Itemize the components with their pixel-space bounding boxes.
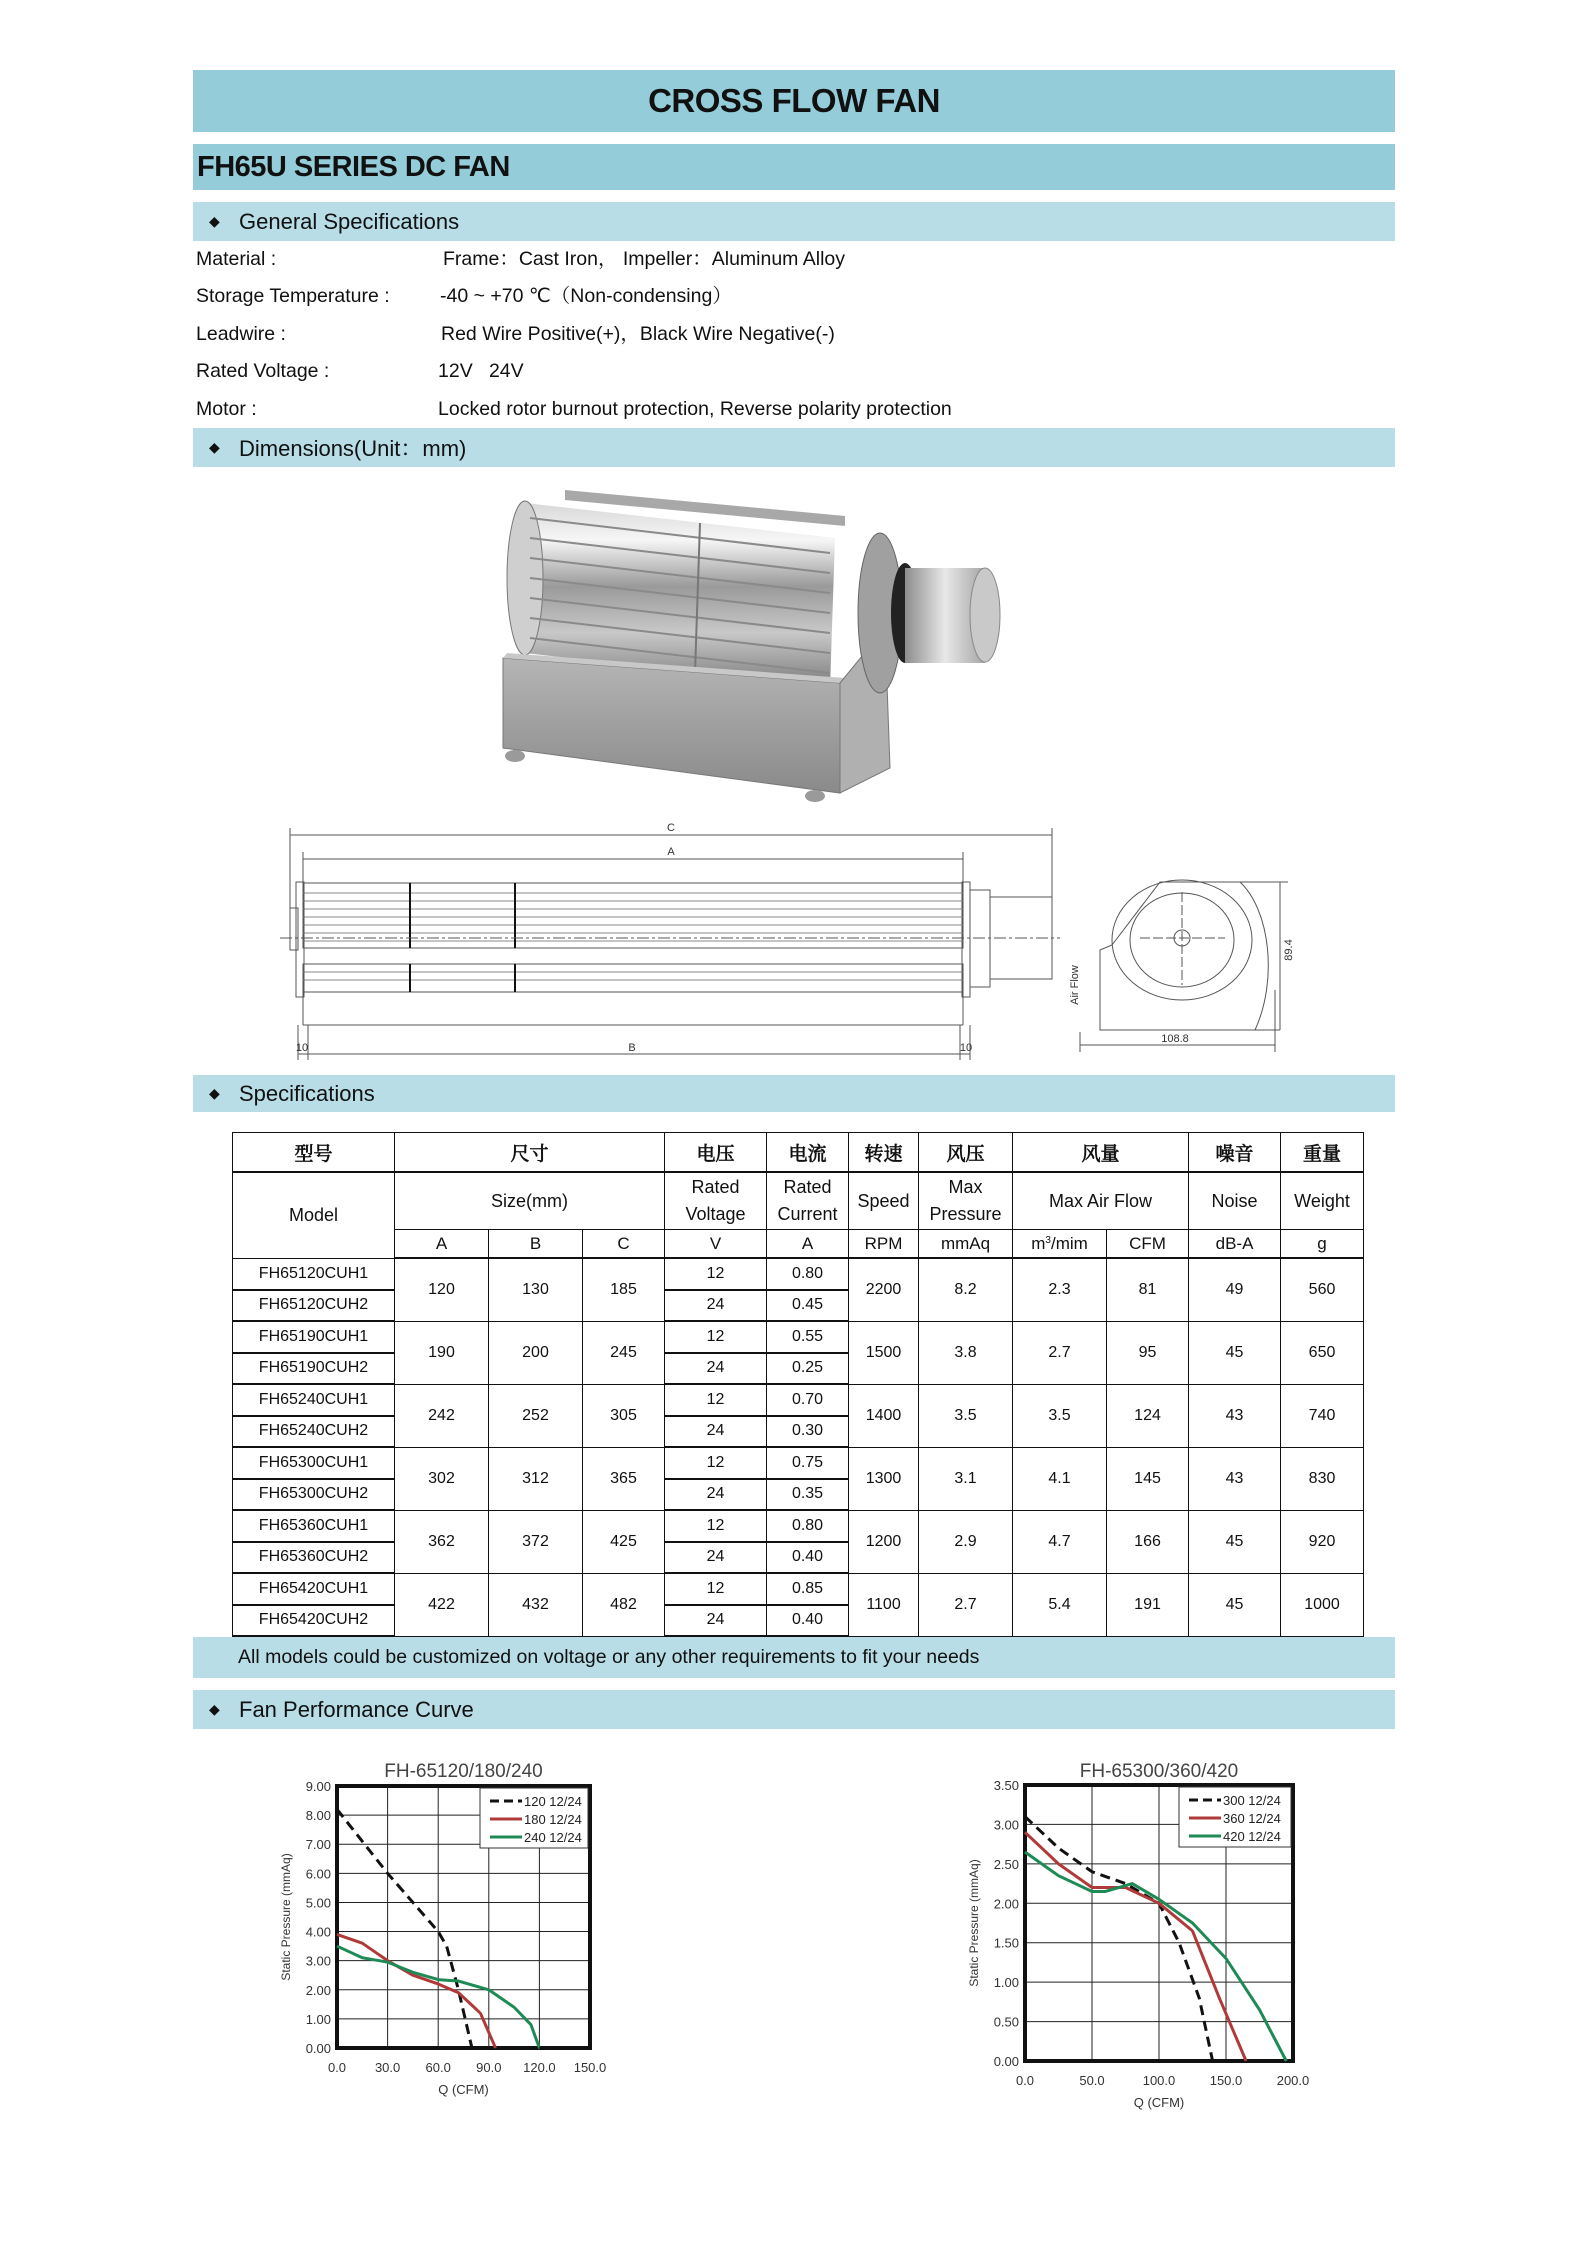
x-axis-label: Q (CFM)	[1133, 2095, 1185, 2110]
table-row	[233, 1258, 1364, 1290]
spec-label: Rated Voltage :	[196, 360, 330, 382]
cell-noise: 45	[1189, 1573, 1281, 1636]
cell-speed: 1500	[849, 1321, 919, 1384]
y-tick-label: 9.00	[305, 1779, 331, 1794]
cell-voltage: 12	[665, 1384, 767, 1416]
y-tick-label: 0.50	[993, 2014, 1019, 2030]
cell-size-c: 185	[583, 1258, 665, 1321]
table-row	[233, 1573, 1364, 1605]
th-speed-zh: 转速	[849, 1133, 919, 1173]
y-tick-label: 0.00	[993, 2054, 1019, 2069]
spec-value: Frame：Cast Iron， Impeller：Aluminum Alloy	[443, 248, 846, 270]
y-tick-label: 5.00	[305, 1895, 331, 1911]
cell-airflow-m3: 4.7	[1013, 1510, 1107, 1573]
cell-voltage: 12	[665, 1321, 767, 1353]
y-axis-label: Static Pressure (mmAq)	[967, 1859, 981, 1987]
cell-weight: 650	[1281, 1321, 1364, 1384]
section-label: Dimensions(Unit：mm)	[239, 436, 467, 461]
th-weight: Weight	[1281, 1172, 1364, 1230]
th-current-zh: 电流	[767, 1133, 849, 1173]
cell-size-b: 252	[489, 1384, 583, 1447]
cell-size-c: 365	[583, 1447, 665, 1510]
y-tick-label: 8.00	[305, 1808, 331, 1824]
cell-current: 0.80	[767, 1258, 849, 1290]
cell-voltage: 24	[665, 1416, 767, 1448]
y-tick-label: 2.00	[305, 1982, 331, 1998]
cell-airflow-m3: 2.7	[1013, 1321, 1107, 1384]
bullet-diamond-icon: ◆	[209, 213, 220, 229]
y-tick-label: 3.00	[993, 1817, 1019, 1833]
legend-entry: 120 12/24	[524, 1794, 582, 1809]
cell-airflow-m3: 2.3	[1013, 1258, 1107, 1321]
cell-pressure: 3.8	[919, 1321, 1013, 1384]
th-pressure-line1: Max	[948, 1177, 983, 1197]
dim-label-side-height: 89.4	[1283, 939, 1295, 961]
x-tick-label: 150.0	[573, 2060, 607, 2075]
cell-pressure: 3.1	[919, 1447, 1013, 1510]
cell-speed: 1300	[849, 1447, 919, 1510]
th-voltage-line1: Rated	[691, 1177, 740, 1197]
y-tick-label: 2.00	[993, 1896, 1019, 1912]
y-tick-label: 3.50	[993, 1778, 1019, 1793]
section-performance-curve	[193, 1690, 1395, 1729]
table-header-english	[233, 1172, 1364, 1230]
cell-current: 0.85	[767, 1573, 849, 1605]
dim-label-margin-right: 10	[959, 1042, 973, 1054]
x-axis-label: Q (CFM)	[438, 2082, 489, 2097]
cell-model: FH65190CUH2	[233, 1353, 395, 1385]
th-pressure	[919, 1172, 1013, 1230]
cell-size-c: 425	[583, 1510, 665, 1573]
th-voltage	[665, 1172, 767, 1230]
x-tick-label: 50.0	[1079, 2073, 1105, 2088]
customization-note: All models could be customized on voltage or any other requirements to fit your needs	[193, 1637, 1395, 1678]
section-label: General Specifications	[239, 208, 460, 234]
cell-airflow-cfm: 124	[1107, 1384, 1189, 1447]
spec-label: Storage Temperature :	[196, 285, 390, 307]
dim-label-c: C	[667, 822, 675, 834]
section-label: Fan Performance Curve	[239, 1696, 474, 1722]
table-row	[233, 1321, 1364, 1353]
cell-size-b: 130	[489, 1258, 583, 1321]
th-voltage-zh: 电压	[665, 1133, 767, 1173]
th-pressure-zh: 风压	[919, 1133, 1013, 1173]
unit-dba: dB-A	[1189, 1230, 1281, 1259]
spec-value: -40 ~ +70 ℃（Non-condensing）	[440, 285, 732, 307]
y-tick-label: 3.00	[305, 1953, 331, 1969]
section-dimensions	[193, 428, 1395, 467]
cell-voltage: 12	[665, 1258, 767, 1290]
cell-model: FH65120CUH1	[233, 1258, 395, 1290]
spec-label: Material :	[196, 248, 277, 270]
cell-voltage: 24	[665, 1353, 767, 1385]
cell-size-a: 422	[395, 1573, 489, 1636]
unit-m3-sup: 3	[1045, 1234, 1051, 1246]
spec-value: Red Wire Positive(+)，Black Wire Negative(-)	[441, 323, 835, 345]
cell-size-c: 305	[583, 1384, 665, 1447]
th-noise-zh: 噪音	[1189, 1133, 1281, 1173]
unit-a: A	[395, 1230, 489, 1259]
cell-airflow-cfm: 166	[1107, 1510, 1189, 1573]
cell-speed: 1100	[849, 1573, 919, 1636]
cell-voltage: 12	[665, 1573, 767, 1605]
cell-pressure: 2.7	[919, 1573, 1013, 1636]
unit-c: C	[583, 1230, 665, 1259]
page-title: CROSS FLOW FAN	[193, 70, 1395, 132]
th-current-line2: Current	[777, 1204, 838, 1224]
unit-g: g	[1281, 1230, 1364, 1259]
y-tick-label: 6.00	[305, 1866, 331, 1882]
th-airflow-zh: 风量	[1013, 1133, 1189, 1173]
spec-value: Locked rotor burnout protection, Reverse polarity protection	[438, 398, 952, 420]
cell-model: FH65420CUH1	[233, 1573, 395, 1605]
cell-current: 0.75	[767, 1447, 849, 1479]
unit-m3-base: m	[1031, 1233, 1046, 1253]
th-speed: Speed	[849, 1172, 919, 1230]
cell-voltage: 12	[665, 1510, 767, 1542]
cell-voltage: 24	[665, 1479, 767, 1511]
unit-amp: A	[767, 1230, 849, 1259]
dim-label-margin-left: 10	[295, 1042, 309, 1054]
y-tick-label: 1.00	[305, 2011, 331, 2027]
y-axis-label: Static Pressure (mmAq)	[279, 1853, 293, 1981]
y-tick-label: 1.50	[993, 1935, 1019, 1951]
unit-m3-per-min	[1013, 1230, 1107, 1259]
fan-product-photo	[485, 478, 1095, 808]
cell-weight: 830	[1281, 1447, 1364, 1510]
performance-chart-left	[270, 1755, 630, 2125]
cell-airflow-m3: 4.1	[1013, 1447, 1107, 1510]
x-tick-label: 30.0	[374, 2060, 401, 2075]
table-header-chinese	[233, 1133, 1364, 1173]
section-specifications	[193, 1075, 1395, 1112]
th-pressure-line2: Pressure	[929, 1204, 1002, 1224]
cell-voltage: 24	[665, 1542, 767, 1574]
chart-title: FH-65120/180/240	[384, 1761, 543, 1782]
x-tick-label: 0.0	[327, 2060, 347, 2075]
th-airflow: Max Air Flow	[1013, 1172, 1189, 1230]
cell-noise: 43	[1189, 1384, 1281, 1447]
cell-current: 0.30	[767, 1416, 849, 1448]
th-current-line1: Rated	[783, 1177, 832, 1197]
cell-speed: 1200	[849, 1510, 919, 1573]
cell-airflow-m3: 3.5	[1013, 1384, 1107, 1447]
x-tick-label: 60.0	[425, 2060, 451, 2075]
cell-weight: 920	[1281, 1510, 1364, 1573]
cell-size-a: 302	[395, 1447, 489, 1510]
x-tick-label: 90.0	[476, 2060, 502, 2075]
th-size: Size(mm)	[395, 1172, 665, 1230]
cell-size-a: 242	[395, 1384, 489, 1447]
cell-size-c: 482	[583, 1573, 665, 1636]
legend-entry: 180 12/24	[524, 1812, 582, 1827]
cell-current: 0.25	[767, 1353, 849, 1385]
th-current	[767, 1172, 849, 1230]
performance-chart-right	[955, 1755, 1325, 2140]
table-row	[233, 1447, 1364, 1479]
cell-weight: 560	[1281, 1258, 1364, 1321]
cell-speed: 2200	[849, 1258, 919, 1321]
cell-noise: 45	[1189, 1510, 1281, 1573]
th-model: Model	[233, 1172, 395, 1258]
legend-entry: 360 12/24	[1223, 1811, 1281, 1826]
cell-current: 0.40	[767, 1605, 849, 1637]
unit-v: V	[665, 1230, 767, 1259]
bullet-diamond-icon: ◆	[209, 439, 220, 455]
cell-model: FH65300CUH1	[233, 1447, 395, 1479]
unit-cfm: CFM	[1107, 1230, 1189, 1259]
spec-label: Leadwire :	[196, 323, 286, 345]
x-tick-label: 150.0	[1209, 2073, 1243, 2088]
cell-current: 0.35	[767, 1479, 849, 1511]
cell-model: FH65240CUH1	[233, 1384, 395, 1416]
cell-current: 0.40	[767, 1542, 849, 1574]
chart-title: FH-65300/360/420	[1079, 1761, 1239, 1782]
th-weight-zh: 重量	[1281, 1133, 1364, 1173]
y-tick-label: 2.50	[993, 1856, 1019, 1872]
cell-airflow-cfm: 191	[1107, 1573, 1189, 1636]
table-header-units	[233, 1230, 1364, 1259]
th-size-zh: 尺寸	[395, 1133, 665, 1173]
spec-value: 12V 24V	[438, 360, 524, 382]
dim-label-side-width: 108.8	[1161, 1033, 1189, 1045]
cell-voltage: 24	[665, 1605, 767, 1637]
cell-model: FH65240CUH2	[233, 1416, 395, 1448]
cell-weight: 1000	[1281, 1573, 1364, 1636]
x-tick-label: 100.0	[1142, 2073, 1176, 2088]
cell-pressure: 8.2	[919, 1258, 1013, 1321]
chart-legend	[1179, 1787, 1291, 1847]
cell-current: 0.80	[767, 1510, 849, 1542]
legend-entry: 420 12/24	[1223, 1829, 1281, 1844]
cell-voltage: 12	[665, 1447, 767, 1479]
dimension-drawing	[280, 820, 1320, 1070]
cell-current: 0.70	[767, 1384, 849, 1416]
chart-legend	[480, 1788, 588, 1848]
legend-entry: 240 12/24	[524, 1830, 582, 1845]
cell-size-a: 362	[395, 1510, 489, 1573]
section-general-specifications	[193, 202, 1395, 241]
y-tick-label: 0.00	[305, 2041, 331, 2056]
x-tick-label: 120.0	[523, 2060, 556, 2075]
cell-model: FH65360CUH1	[233, 1510, 395, 1542]
y-tick-label: 1.00	[993, 1975, 1019, 1991]
cell-noise: 43	[1189, 1447, 1281, 1510]
series-title: FH65U SERIES DC FAN	[193, 144, 1395, 190]
x-tick-label: 200.0	[1276, 2073, 1310, 2088]
cell-noise: 49	[1189, 1258, 1281, 1321]
specifications-table	[232, 1132, 1364, 1637]
cell-airflow-m3: 5.4	[1013, 1573, 1107, 1636]
dim-label-b: B	[628, 1042, 636, 1054]
table-body	[233, 1258, 1364, 1636]
dim-label-a: A	[667, 846, 675, 858]
table-row	[233, 1384, 1364, 1416]
cell-airflow-cfm: 95	[1107, 1321, 1189, 1384]
y-tick-label: 7.00	[305, 1837, 331, 1853]
bullet-diamond-icon: ◆	[209, 1085, 220, 1101]
y-tick-label: 4.00	[305, 1924, 331, 1940]
cell-current: 0.45	[767, 1290, 849, 1322]
cell-pressure: 3.5	[919, 1384, 1013, 1447]
bullet-diamond-icon: ◆	[209, 1701, 220, 1717]
cell-speed: 1400	[849, 1384, 919, 1447]
cell-model: FH65420CUH2	[233, 1605, 395, 1637]
th-model-zh: 型号	[233, 1133, 395, 1173]
cell-current: 0.55	[767, 1321, 849, 1353]
cell-weight: 740	[1281, 1384, 1364, 1447]
cell-noise: 45	[1189, 1321, 1281, 1384]
th-voltage-line2: Voltage	[685, 1204, 746, 1224]
cell-model: FH65190CUH1	[233, 1321, 395, 1353]
cell-size-b: 432	[489, 1573, 583, 1636]
spec-label: Motor :	[196, 398, 257, 420]
cell-airflow-cfm: 145	[1107, 1447, 1189, 1510]
th-noise: Noise	[1189, 1172, 1281, 1230]
cell-voltage: 24	[665, 1290, 767, 1322]
cell-size-b: 312	[489, 1447, 583, 1510]
cell-size-b: 372	[489, 1510, 583, 1573]
unit-b: B	[489, 1230, 583, 1259]
unit-m3-tail: /mim	[1050, 1233, 1088, 1253]
unit-rpm: RPM	[849, 1230, 919, 1259]
x-tick-label: 0.0	[1015, 2073, 1035, 2088]
legend-entry: 300 12/24	[1223, 1793, 1281, 1808]
cell-size-a: 190	[395, 1321, 489, 1384]
table-row	[233, 1510, 1364, 1542]
cell-model: FH65360CUH2	[233, 1542, 395, 1574]
cell-airflow-cfm: 81	[1107, 1258, 1189, 1321]
cell-pressure: 2.9	[919, 1510, 1013, 1573]
cell-size-a: 120	[395, 1258, 489, 1321]
section-label: Specifications	[239, 1080, 375, 1106]
cell-size-b: 200	[489, 1321, 583, 1384]
unit-mmaq: mmAq	[919, 1230, 1013, 1259]
cell-model: FH65120CUH2	[233, 1290, 395, 1322]
airflow-label: Air Flow	[1069, 965, 1081, 1005]
cell-size-c: 245	[583, 1321, 665, 1384]
cell-model: FH65300CUH2	[233, 1479, 395, 1511]
